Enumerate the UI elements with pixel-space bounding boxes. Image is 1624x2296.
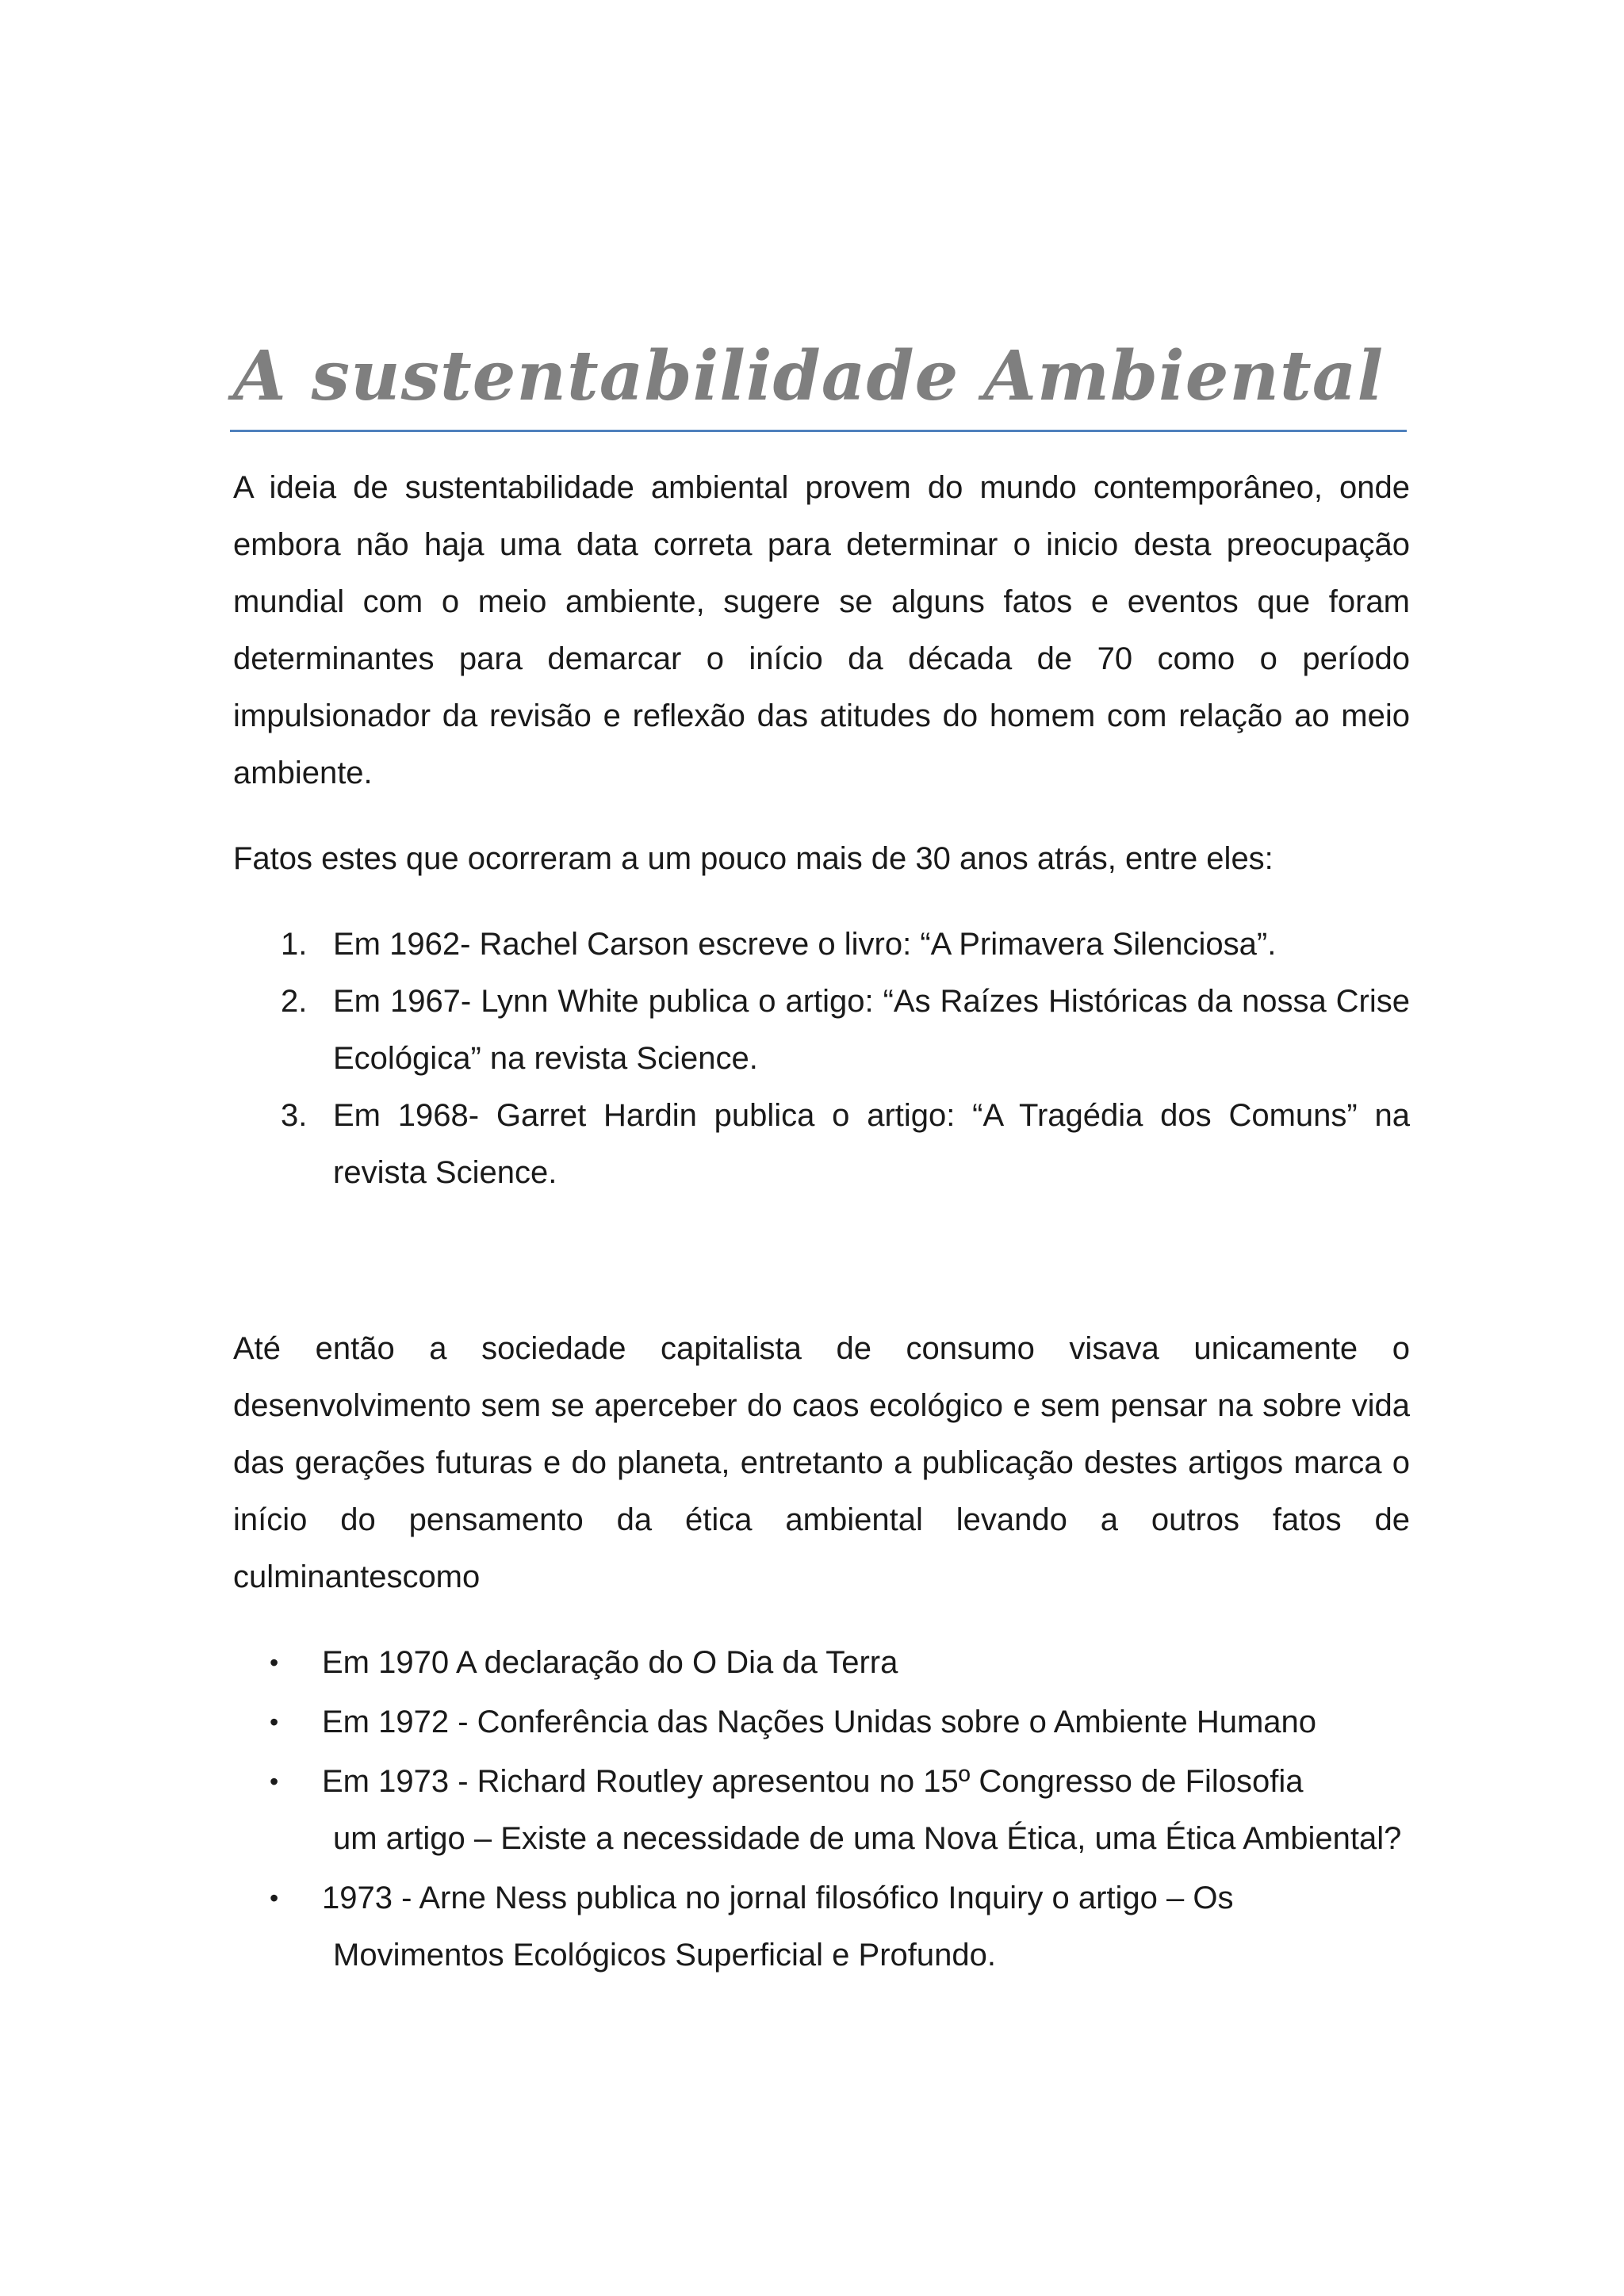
list-number: 2. — [281, 984, 308, 1019]
bullet-list-item — [233, 1693, 1410, 1751]
numbered-list-item — [233, 973, 1410, 1087]
title-underline — [230, 430, 1407, 432]
list-number: 3. — [281, 1098, 308, 1133]
bullet-icon: • — [270, 1648, 279, 1677]
bullet-item-text: 1973 - Arne Ness publica no jornal filosófico Inquiry o artigo – Os — [322, 1881, 1234, 1915]
document-content — [233, 333, 1410, 1986]
list-item-text: Em 1967- Lynn White publica o artigo: “As Raízes Históricas da nossa Crise Ecológica” na revista Science. — [333, 984, 1410, 1076]
list-item-text: Em 1962- Rachel Carson escreve o livro: “A Primavera Silenciosa”. — [333, 927, 1277, 962]
bullet-item-text: Em 1972 - Conferência das Nações Unidas sobre o Ambiente Humano — [322, 1705, 1317, 1739]
list-item-text: Em 1968- Garret Hardin publica o artigo: “A Tragédia dos Comuns” na revista Science. — [333, 1098, 1410, 1190]
bullet-item-text: Em 1970 A declaração do O Dia da Terra — [322, 1645, 898, 1680]
bullet-icon: • — [270, 1708, 279, 1736]
consumer-society-paragraph: Até então a sociedade capitalista de consumo visava unicamente o desenvolvimento sem se aperceber do caos ecológico e sem pensar na sobre vida das gerações futuras e do planeta, entretanto a publicação destes artigos marca o início do pensamento da ética ambiental levando a outros fatos de culminantescomo — [233, 1331, 1410, 1594]
bullet-list-item — [233, 1753, 1410, 1867]
bullet-icon: • — [270, 1884, 279, 1912]
numbered-list-item — [233, 916, 1410, 973]
bullet-icon: • — [270, 1767, 279, 1796]
bullet-list-item — [233, 1634, 1410, 1691]
bullet-item-text: Em 1973 - Richard Routley apresentou no 15º Congresso de Filosofia — [322, 1764, 1304, 1799]
numbered-list-item — [233, 1087, 1410, 1201]
bullet-events-list — [233, 1634, 1410, 1984]
document-title: A sustentabilidade Ambiental — [233, 336, 1385, 416]
numbered-facts-list — [233, 916, 1410, 1201]
intro-paragraph: A ideia de sustentabilidade ambiental provem do mundo contemporâneo, onde embora não haja uma data correta para determinar o inicio desta preocupação mundial com o meio ambiente, sugere se alguns fatos e eventos que foram determinantes para demarcar o início da década de 70 como o período impulsionador da revisão e reflexão das atitudes do homem com relação ao meio ambiente. — [233, 470, 1410, 790]
list-number: 1. — [281, 927, 308, 962]
facts-intro-paragraph: Fatos estes que ocorreram a um pouco mais de 30 anos atrás, entre eles: — [233, 841, 1274, 876]
section-spacer — [233, 1201, 1410, 1320]
bullet-item-continuation: um artigo – Existe a necessidade de uma Nova Ética, uma Ética Ambiental? — [333, 1821, 1402, 1856]
bullet-item-continuation: Movimentos Ecológicos Superficial e Profundo. — [333, 1938, 996, 1973]
bullet-list-item — [233, 1869, 1410, 1984]
